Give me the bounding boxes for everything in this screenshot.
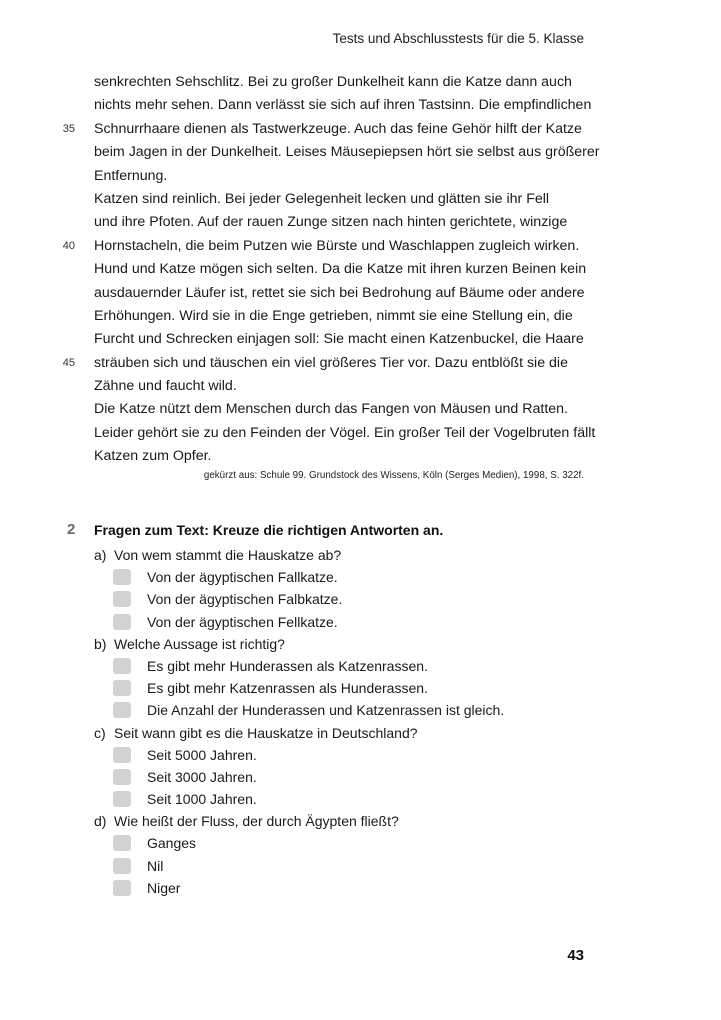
passage-line	[62, 352, 594, 375]
line-text: ausdauernder Läufer ist, rettet sie sich bei Bedrohung auf Bäume oder andere	[94, 284, 585, 301]
answer-checkbox[interactable]	[113, 858, 131, 874]
passage-line	[94, 422, 594, 445]
question-a	[94, 544, 614, 566]
passage-line	[62, 235, 594, 258]
passage-line	[94, 141, 600, 164]
passage-line	[62, 118, 594, 141]
option-label: Seit 1000 Jahren.	[147, 791, 257, 808]
line-number: 45	[62, 356, 75, 369]
line-text: beim Jagen in der Dunkelheit. Leises Mäusepiepsen hört sie selbst aus größerer	[94, 144, 600, 161]
question-c	[94, 722, 614, 744]
source-citation: gekürzt aus: Schule 99. Grundstock des Wissens, Köln (Serges Medien), 1998, S. 322f.	[203, 470, 584, 481]
answer-option	[94, 832, 614, 854]
answer-option	[94, 588, 614, 610]
passage-line	[94, 445, 594, 468]
line-text: Zähne und faucht wild.	[94, 378, 237, 395]
line-text: sträuben sich und täuschen ein viel größeres Tier vor. Dazu entblößt sie die	[94, 354, 568, 371]
option-label: Von der ägyptischen Fellkatze.	[147, 613, 338, 630]
question-letter: a)	[94, 547, 107, 563]
line-text: Katzen zum Opfer.	[94, 448, 212, 465]
passage-line	[94, 398, 594, 421]
answer-checkbox[interactable]	[113, 591, 131, 607]
passage-line	[94, 328, 594, 351]
reading-passage	[62, 71, 600, 469]
line-text: Hund und Katze mögen sich selten. Da die Katze mit ihren kurzen Beinen kein	[94, 261, 587, 278]
option-label: Von der ägyptischen Fallkatze.	[147, 569, 338, 586]
option-label: Die Anzahl der Hunderassen und Katzenrassen ist gleich.	[147, 702, 505, 719]
answer-option	[94, 744, 614, 766]
option-label: Es gibt mehr Katzenrassen als Hunderassen.	[147, 680, 428, 697]
question-text: Welche Aussage ist richtig?	[114, 635, 285, 652]
question-list	[94, 544, 614, 899]
answer-checkbox[interactable]	[113, 880, 131, 896]
task-number: 2	[67, 521, 76, 538]
passage-line	[94, 188, 594, 211]
question-letter: d)	[94, 813, 107, 830]
line-text: Leider gehört sie zu den Feinden der Vögel. Ein großer Teil der Vogelbruten fällt	[94, 424, 596, 441]
question-d	[94, 810, 614, 832]
answer-option	[94, 766, 614, 788]
line-text: Hornstacheln, die beim Putzen wie Bürste und Waschlappen zugleich wirken.	[94, 237, 580, 254]
passage-line	[94, 71, 594, 94]
line-text: Entfernung.	[94, 167, 168, 184]
question-text: Wie heißt der Fluss, der durch Ägypten fließt?	[114, 813, 399, 830]
passage-line	[94, 305, 594, 328]
line-text: Die Katze nützt dem Menschen durch das Fangen von Mäusen und Ratten.	[94, 401, 568, 418]
answer-checkbox[interactable]	[113, 769, 131, 785]
line-text: senkrechten Sehschlitz. Bei zu großer Dunkelheit kann die Katze dann auch	[94, 74, 572, 90]
option-label: Niger	[147, 879, 181, 896]
passage-line	[94, 211, 594, 234]
answer-option	[94, 677, 614, 699]
line-number: 40	[62, 239, 75, 252]
line-text: nichts mehr sehen. Dann verlässt sie sich auf ihren Tastsinn. Die empfindlichen	[94, 97, 592, 114]
answer-option	[94, 877, 614, 899]
answer-checkbox[interactable]	[113, 791, 131, 807]
answer-checkbox[interactable]	[113, 835, 131, 851]
line-number: 35	[62, 122, 75, 135]
answer-checkbox[interactable]	[113, 702, 131, 718]
option-label: Es gibt mehr Hunderassen als Katzenrassen.	[147, 657, 428, 674]
passage-line	[94, 258, 594, 281]
passage-line	[94, 165, 594, 188]
option-label: Seit 5000 Jahren.	[147, 746, 257, 763]
answer-option	[94, 699, 614, 721]
line-text: und ihre Pfoten. Auf der rauen Zunge sitzen nach hinten gerichtete, winzige	[94, 214, 568, 231]
line-text: Furcht und Schrecken einjagen soll: Sie macht einen Katzenbuckel, die Haare	[94, 331, 584, 348]
passage-line	[94, 94, 594, 117]
answer-checkbox[interactable]	[113, 747, 131, 763]
line-text: Erhöhungen. Wird sie in die Enge getrieben, nimmt sie eine Stellung ein, die	[94, 307, 573, 324]
option-label: Nil	[147, 857, 164, 874]
page-header: Tests und Abschlusstests für die 5. Klasse	[332, 31, 584, 46]
answer-checkbox[interactable]	[113, 569, 131, 585]
line-text: Schnurrhaare dienen als Tastwerkzeuge. Auch das feine Gehör hilft der Katze	[94, 120, 582, 137]
passage-line	[94, 282, 594, 305]
question-text: Seit wann gibt es die Hauskatze in Deutschland?	[114, 724, 418, 741]
task-title: Fragen zum Text: Kreuze die richtigen Antworten an.	[94, 522, 444, 538]
option-label: Von der ägyptischen Falbkatze.	[147, 591, 343, 608]
question-letter: c)	[94, 724, 106, 741]
answer-option	[94, 855, 614, 877]
answer-checkbox[interactable]	[113, 614, 131, 630]
passage-line	[94, 375, 594, 398]
answer-option	[94, 566, 614, 588]
question-b	[94, 633, 614, 655]
answer-option	[94, 788, 614, 810]
answer-option	[94, 611, 614, 633]
question-letter: b)	[94, 635, 107, 652]
option-label: Seit 3000 Jahren.	[147, 768, 257, 785]
answer-checkbox[interactable]	[113, 680, 131, 696]
line-text: Katzen sind reinlich. Bei jeder Gelegenheit lecken und glätten sie ihr Fell	[94, 190, 550, 207]
answer-option	[94, 655, 614, 677]
page-number: 43	[567, 947, 584, 964]
answer-checkbox[interactable]	[113, 658, 131, 674]
question-text: Von wem stammt die Hauskatze ab?	[114, 547, 342, 563]
option-label: Ganges	[147, 835, 197, 852]
